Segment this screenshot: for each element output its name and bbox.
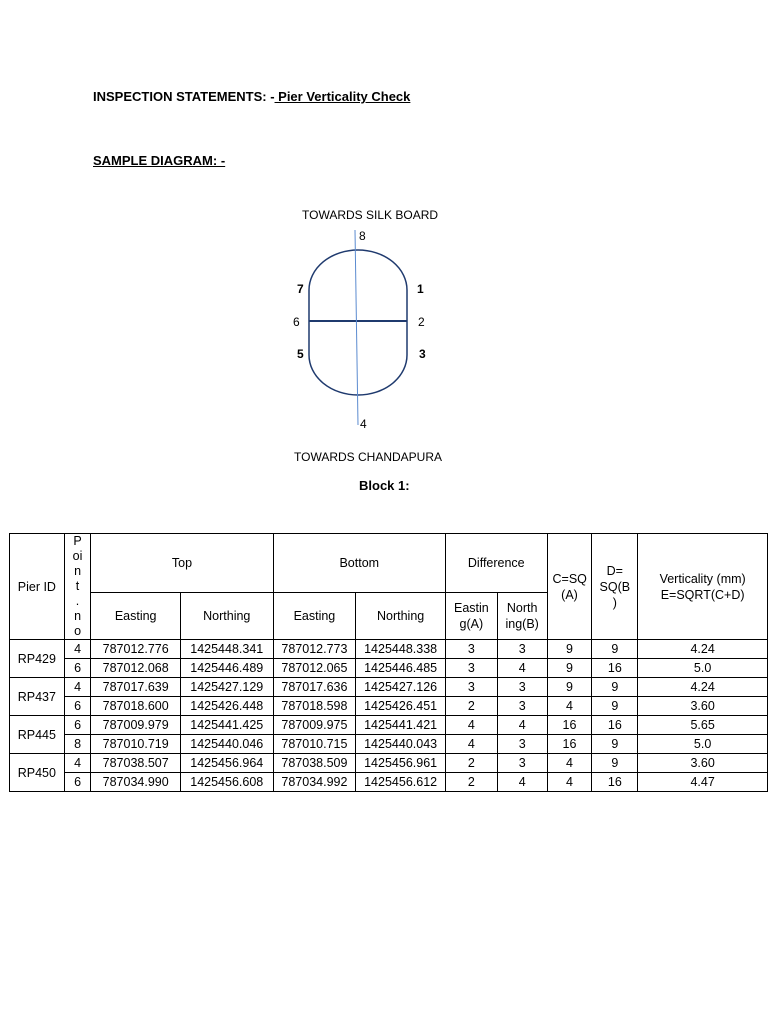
diff-easting-cell: 3 [445,640,497,659]
bottom-easting-cell: 787012.773 [273,640,356,659]
bottom-easting-cell: 787018.598 [273,697,356,716]
header-difference: Difference [445,534,547,593]
diff-northing-cell: 4 [497,716,547,735]
diff-northing-cell: 3 [497,678,547,697]
block-label: Block 1: [359,478,410,493]
header-d-sq: D= SQ(B ) [592,534,638,640]
verticality-cell: 4.47 [638,773,768,792]
verticality-cell: 3.60 [638,754,768,773]
table-row [10,640,768,659]
point-8-label: 8 [359,229,366,243]
table-row [10,716,768,735]
point-7-label: 7 [297,282,304,296]
top-northing-cell: 1425426.448 [180,697,273,716]
bottom-easting-cell: 787010.715 [273,735,356,754]
point-cell: 6 [64,659,91,678]
top-easting-cell: 787017.639 [91,678,181,697]
table-row [10,678,768,697]
header-top-easting: Easting [91,593,181,640]
point-2-label: 2 [418,315,425,329]
bottom-easting-cell: 787038.509 [273,754,356,773]
top-easting-cell: 787009.979 [91,716,181,735]
diff-northing-cell: 4 [497,773,547,792]
pier-diagram [280,225,460,435]
sample-diagram-heading [93,153,225,168]
bottom-easting-cell: 787012.065 [273,659,356,678]
diff-northing-cell: 3 [497,697,547,716]
point-cell: 4 [64,678,91,697]
d-cell: 9 [592,697,638,716]
top-easting-cell: 787034.990 [91,773,181,792]
pier-id-cell: RP429 [10,640,65,678]
point-3-label: 3 [419,347,426,361]
top-easting-cell: 787010.719 [91,735,181,754]
top-northing-cell: 1425456.964 [180,754,273,773]
bottom-northing-cell: 1425456.612 [356,773,446,792]
bottom-northing-cell: 1425446.485 [356,659,446,678]
verticality-cell: 4.24 [638,640,768,659]
bottom-northing-cell: 1425441.421 [356,716,446,735]
c-cell: 4 [547,773,592,792]
d-cell: 9 [592,678,638,697]
bottom-northing-cell: 1425440.043 [356,735,446,754]
top-northing-cell: 1425427.129 [180,678,273,697]
pier-outline [309,250,407,395]
header-bottom-easting: Easting [273,593,356,640]
c-cell: 4 [547,697,592,716]
bottom-easting-cell: 787009.975 [273,716,356,735]
diff-easting-cell: 2 [445,754,497,773]
d-cell: 16 [592,716,638,735]
vertical-axis [355,230,358,425]
verticality-cell: 5.0 [638,659,768,678]
header-bottom-northing: Northing [356,593,446,640]
diff-easting-cell: 3 [445,678,497,697]
point-1-label: 1 [417,282,424,296]
bottom-northing-cell: 1425456.961 [356,754,446,773]
top-northing-cell: 1425441.425 [180,716,273,735]
table-row [10,735,768,754]
point-cell: 4 [64,754,91,773]
bottom-easting-cell: 787017.636 [273,678,356,697]
diff-northing-cell: 4 [497,659,547,678]
d-cell: 16 [592,659,638,678]
point-cell: 6 [64,697,91,716]
table-row [10,773,768,792]
verticality-cell: 5.65 [638,716,768,735]
verticality-cell: 4.24 [638,678,768,697]
c-cell: 9 [547,659,592,678]
diff-easting-cell: 2 [445,697,497,716]
point-cell: 6 [64,716,91,735]
d-cell: 9 [592,735,638,754]
header-top: Top [91,534,273,593]
point-cell: 6 [64,773,91,792]
top-northing-cell: 1425440.046 [180,735,273,754]
direction-top-label: TOWARDS SILK BOARD [302,208,439,222]
verticality-cell: 3.60 [638,697,768,716]
point-cell: 4 [64,640,91,659]
direction-bottom-label: TOWARDS CHANDAPURA [294,450,443,464]
inspection-heading [93,89,410,104]
d-cell: 9 [592,640,638,659]
table-row [10,754,768,773]
c-cell: 16 [547,735,592,754]
top-easting-cell: 787038.507 [91,754,181,773]
point-cell: 8 [64,735,91,754]
c-cell: 9 [547,678,592,697]
header-diff-easting: Eastin g(A) [445,593,497,640]
point-6-label: 6 [293,315,300,329]
top-northing-cell: 1425446.489 [180,659,273,678]
top-northing-cell: 1425456.608 [180,773,273,792]
header-diff-northing: North ing(B) [497,593,547,640]
d-cell: 16 [592,773,638,792]
diff-northing-cell: 3 [497,640,547,659]
header-verticality: Verticality (mm) E=SQRT(C+D) [638,534,768,640]
inspection-label: INSPECTION STATEMENTS: - [93,89,275,104]
diff-easting-cell: 4 [445,716,497,735]
diff-easting-cell: 3 [445,659,497,678]
diff-easting-cell: 4 [445,735,497,754]
diff-northing-cell: 3 [497,735,547,754]
d-cell: 9 [592,754,638,773]
point-4-label: 4 [360,417,367,431]
pier-id-cell: RP437 [10,678,65,716]
header-bottom: Bottom [273,534,445,593]
pier-id-cell: RP445 [10,716,65,754]
table-row [10,659,768,678]
bottom-northing-cell: 1425426.451 [356,697,446,716]
pier-id-cell: RP450 [10,754,65,792]
bottom-northing-cell: 1425427.126 [356,678,446,697]
bottom-easting-cell: 787034.992 [273,773,356,792]
sample-diagram-label: SAMPLE DIAGRAM: - [93,153,226,168]
c-cell: 4 [547,754,592,773]
table-row [10,697,768,716]
verticality-cell: 5.0 [638,735,768,754]
top-northing-cell: 1425448.341 [180,640,273,659]
point-5-label: 5 [297,347,304,361]
header-point-no: P oi nt . n o [64,534,91,640]
top-easting-cell: 787018.600 [91,697,181,716]
c-cell: 16 [547,716,592,735]
c-cell: 9 [547,640,592,659]
bottom-northing-cell: 1425448.338 [356,640,446,659]
inspection-title: Pier Verticality Check [274,89,411,104]
header-c-sq: C=SQ (A) [547,534,592,640]
top-easting-cell: 787012.776 [91,640,181,659]
diff-northing-cell: 3 [497,754,547,773]
verticality-table [9,533,768,792]
header-top-northing: Northing [180,593,273,640]
header-pier-id: Pier ID [10,534,65,640]
top-easting-cell: 787012.068 [91,659,181,678]
diff-easting-cell: 2 [445,773,497,792]
